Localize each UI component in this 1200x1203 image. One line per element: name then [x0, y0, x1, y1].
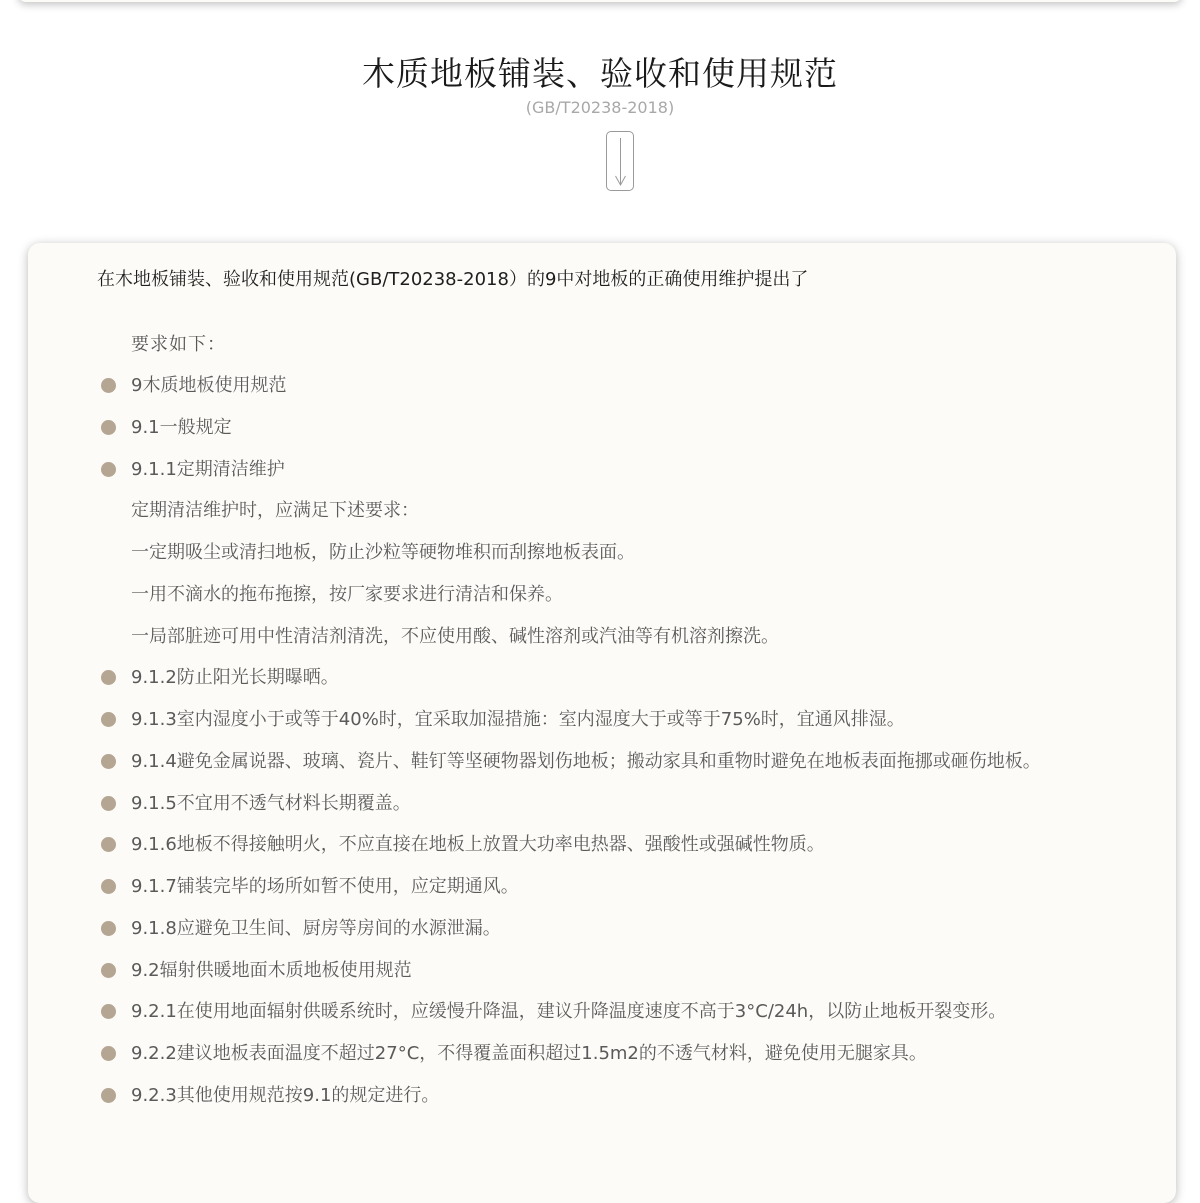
list-item-subtext	[28, 582, 1176, 624]
list-item-text: 9.2.1在使用地面辐射供暖系统时，应缓慢升降温，建议升降温度速度不高于3°C/24h，以防止地板开裂变形。	[131, 1001, 1007, 1023]
list-item	[28, 457, 1176, 499]
list-item	[28, 1041, 1176, 1083]
list-item	[28, 373, 1176, 415]
bullet-dot-icon	[101, 1004, 116, 1019]
list-item	[28, 958, 1176, 1000]
list-item	[28, 791, 1176, 833]
list-item	[28, 1083, 1176, 1125]
bullet-dot-icon	[101, 378, 116, 393]
content-card	[28, 243, 1176, 1203]
list-item	[28, 999, 1176, 1041]
list-item-text: 定期清洁维护时，应满足下述要求：	[131, 500, 419, 522]
bullet-dot-icon	[101, 879, 116, 894]
arrow-down-icon	[607, 132, 635, 192]
list-item-text: 9.1.6地板不得接触明火，不应直接在地板上放置大功率电热器、强酸性或强碱性物质。	[131, 834, 825, 856]
list-item-text: 9木质地板使用规范	[131, 375, 287, 396]
list-item	[28, 874, 1176, 916]
bullet-dot-icon	[101, 754, 116, 769]
list-item-text: 一定期吸尘或清扫地板，防止沙粒等硬物堆积而刮擦地板表面。	[131, 542, 635, 563]
list-item-text: 9.2.3其他使用规范按9.1的规定进行。	[131, 1084, 440, 1106]
list-item-text: 9.1一般规定	[131, 416, 232, 438]
bullet-dot-icon	[101, 1088, 116, 1103]
bullet-dot-icon	[101, 670, 116, 685]
standard-code: (GB/T20238-2018)	[525, 98, 675, 117]
list-item-subtext	[28, 540, 1176, 582]
page-header	[0, 52, 1200, 118]
list-item-text: 9.1.8应避免卫生间、厨房等房间的水源泄漏。	[131, 917, 501, 939]
requirements-lead: 要求如下：	[131, 334, 226, 355]
list-item	[28, 832, 1176, 874]
bullet-dot-icon	[101, 712, 116, 727]
list-item	[28, 749, 1176, 791]
list-item	[28, 415, 1176, 457]
list-item-text: 一用不滴水的拖布拖擦，按厂家要求进行清洁和保养。	[131, 583, 563, 605]
list-item	[28, 916, 1176, 958]
bullet-dot-icon	[101, 837, 116, 852]
list-item-text: 9.1.2防止阳光长期曝晒。	[131, 667, 339, 689]
list-item-text: 9.1.7铺装完毕的场所如暂不使用，应定期通风。	[131, 876, 519, 897]
bullet-dot-icon	[101, 462, 116, 477]
scroll-down-button[interactable]	[606, 131, 634, 191]
list-item-subtext	[28, 624, 1176, 666]
page-title: 木质地板铺装、验收和使用规范	[362, 54, 838, 93]
bullet-dot-icon	[101, 796, 116, 811]
list-item-text: 9.1.1定期清洁维护	[131, 458, 285, 480]
list-item-text: 9.1.4避免金属说器、玻璃、瓷片、鞋钉等坚硬物器划伤地板；搬动家具和重物时避免在地板表面拖挪或砸伤地板。	[131, 750, 1041, 772]
intro-paragraph: 在木地板铺装、验收和使用规范(GB/T20238-2018）的9中对地板的正确使用维护提出了	[97, 269, 809, 290]
bullet-dot-icon	[101, 420, 116, 435]
list-item	[28, 707, 1176, 749]
bullet-dot-icon	[101, 1046, 116, 1061]
bullet-dot-icon	[101, 921, 116, 936]
list-item-text: 9.1.3室内湿度小于或等于40%时，宜采取加湿措施：室内湿度大于或等于75%时，宜通风排湿。	[131, 709, 905, 730]
previous-card-edge	[18, 0, 1182, 2]
list-item-text: 一局部脏迹可用中性清洁剂清洗，不应使用酸、碱性溶剂或汽油等有机溶剂擦洗。	[131, 625, 779, 647]
list-item	[28, 665, 1176, 707]
list-item-subtext	[28, 498, 1176, 540]
requirements-list	[28, 373, 1176, 1125]
list-item-text: 9.1.5不宜用不透气材料长期覆盖。	[131, 792, 411, 814]
list-item-text: 9.2.2建议地板表面温度不超过27°C，不得覆盖面积超过1.5m2的不透气材料，避免使用无腿家具。	[131, 1043, 927, 1064]
bullet-dot-icon	[101, 963, 116, 978]
list-item-text: 9.2辐射供暖地面木质地板使用规范	[131, 959, 412, 981]
